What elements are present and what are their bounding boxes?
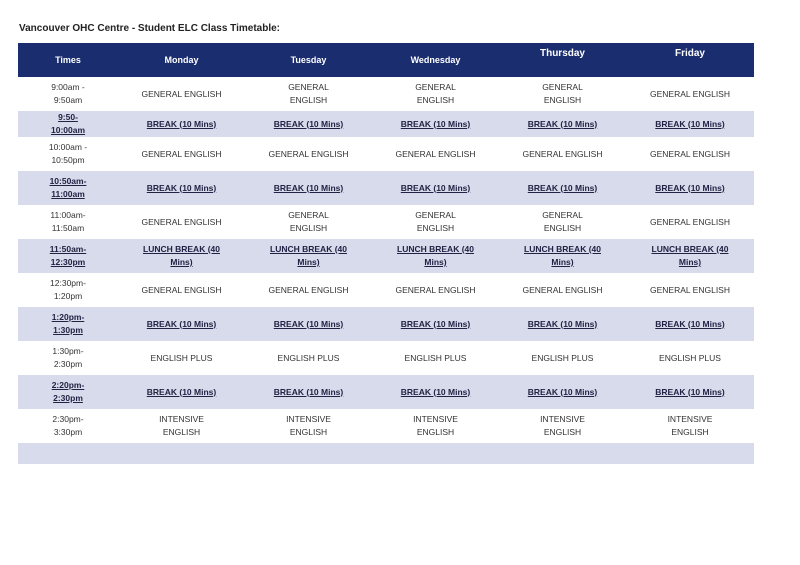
break-row — [18, 111, 754, 137]
session-cell — [626, 307, 754, 341]
break-label: BREAK (10 Mins) — [146, 182, 217, 193]
column-header-wednesday: Wednesday — [372, 43, 499, 77]
session-cell — [372, 205, 499, 239]
break-label: BREAK (10 Mins) — [400, 318, 471, 329]
session-label: GENERAL ENGLISH — [288, 210, 329, 233]
session-cell — [118, 77, 245, 111]
session-label: GENERAL ENGLISH — [650, 148, 730, 159]
session-label: GENERAL ENGLISH — [415, 210, 456, 233]
session-cell — [372, 375, 499, 409]
session-cell — [245, 171, 372, 205]
break-label: BREAK (10 Mins) — [273, 318, 344, 329]
time-label: 12:30pm- 1:20pm — [50, 278, 86, 301]
session-cell — [372, 341, 499, 375]
time-label: 10:00am - 10:50pm — [48, 142, 88, 165]
column-header-thursday: Thursday — [499, 43, 626, 77]
session-label: GENERAL ENGLISH — [415, 82, 456, 105]
time-cell — [18, 171, 118, 205]
break-label: BREAK (10 Mins) — [655, 118, 725, 129]
time-label: 1:30pm- 2:30pm — [52, 346, 84, 369]
class-row — [18, 273, 754, 307]
time-label: 1:20pm- 1:30pm — [51, 312, 85, 335]
session-cell — [626, 273, 754, 307]
break-row — [18, 375, 754, 409]
session-cell — [118, 375, 245, 409]
session-label: INTENSIVE ENGLISH — [540, 414, 585, 437]
break-label: BREAK (10 Mins) — [527, 386, 598, 397]
time-cell — [18, 77, 118, 111]
session-cell — [499, 137, 626, 171]
session-cell — [499, 239, 626, 273]
time-cell — [18, 273, 118, 307]
session-cell — [245, 341, 372, 375]
session-cell — [372, 137, 499, 171]
session-label: GENERAL ENGLISH — [650, 216, 730, 227]
timetable-body — [18, 77, 754, 464]
break-label: BREAK (10 Mins) — [655, 386, 725, 397]
break-label: BREAK (10 Mins) — [273, 182, 344, 193]
session-cell — [626, 375, 754, 409]
break-label: BREAK (10 Mins) — [273, 118, 344, 129]
session-label: ENGLISH PLUS — [404, 352, 467, 363]
time-label: 2:30pm- 3:30pm — [52, 414, 84, 437]
session-cell — [626, 77, 754, 111]
session-label: GENERAL ENGLISH — [141, 88, 222, 99]
empty-cell — [626, 443, 754, 464]
session-cell — [118, 239, 245, 273]
session-label: GENERAL ENGLISH — [141, 216, 222, 227]
session-cell — [118, 409, 245, 443]
session-label: INTENSIVE ENGLISH — [667, 414, 713, 437]
time-cell — [18, 205, 118, 239]
empty-cell — [18, 443, 118, 464]
session-cell — [499, 341, 626, 375]
break-row — [18, 239, 754, 273]
session-cell — [626, 409, 754, 443]
class-row — [18, 409, 754, 443]
session-cell — [372, 307, 499, 341]
session-cell — [118, 307, 245, 341]
time-label: 2:20pm- 2:30pm — [51, 380, 85, 403]
break-label: BREAK (10 Mins) — [400, 118, 471, 129]
session-cell — [245, 239, 372, 273]
session-label: GENERAL ENGLISH — [141, 148, 222, 159]
session-cell — [372, 409, 499, 443]
page-title: Vancouver OHC Centre - Student ELC Class Timetable: — [19, 23, 280, 34]
break-label: BREAK (10 Mins) — [655, 318, 725, 329]
session-cell — [499, 273, 626, 307]
column-header-tuesday: Tuesday — [245, 43, 372, 77]
time-label: 11:00am- 11:50am — [50, 210, 86, 233]
session-cell — [626, 239, 754, 273]
time-cell — [18, 111, 118, 137]
class-row — [18, 77, 754, 111]
time-label: 11:50am- 12:30pm — [49, 244, 87, 267]
session-cell — [245, 77, 372, 111]
session-cell — [499, 205, 626, 239]
time-cell — [18, 375, 118, 409]
break-label: LUNCH BREAK (40 Mins) — [651, 244, 729, 267]
session-cell — [626, 341, 754, 375]
session-label: GENERAL ENGLISH — [522, 284, 603, 295]
session-cell — [118, 273, 245, 307]
break-label: LUNCH BREAK (40 Mins) — [397, 244, 474, 267]
session-label: ENGLISH PLUS — [277, 352, 340, 363]
empty-row — [18, 443, 754, 464]
column-header-friday: Friday — [626, 43, 754, 77]
session-label: INTENSIVE ENGLISH — [413, 414, 458, 437]
session-cell — [626, 205, 754, 239]
empty-cell — [245, 443, 372, 464]
time-cell — [18, 409, 118, 443]
session-label: GENERAL ENGLISH — [268, 148, 349, 159]
session-cell — [626, 111, 754, 137]
empty-cell — [118, 443, 245, 464]
session-label: ENGLISH PLUS — [659, 352, 721, 363]
break-label: LUNCH BREAK (40 Mins) — [524, 244, 601, 267]
session-cell — [499, 375, 626, 409]
column-header-times: Times — [18, 43, 118, 77]
session-cell — [118, 111, 245, 137]
break-row — [18, 171, 754, 205]
class-row — [18, 205, 754, 239]
session-cell — [499, 111, 626, 137]
session-label: GENERAL ENGLISH — [288, 82, 329, 105]
break-label: BREAK (10 Mins) — [400, 386, 471, 397]
session-cell — [372, 77, 499, 111]
session-label: INTENSIVE ENGLISH — [286, 414, 331, 437]
session-cell — [245, 111, 372, 137]
session-cell — [245, 307, 372, 341]
session-label: GENERAL ENGLISH — [141, 284, 222, 295]
break-label: BREAK (10 Mins) — [146, 118, 217, 129]
session-label: ENGLISH PLUS — [150, 352, 213, 363]
class-row — [18, 137, 754, 171]
empty-cell — [372, 443, 499, 464]
session-cell — [245, 205, 372, 239]
break-label: BREAK (10 Mins) — [655, 182, 725, 193]
session-cell — [118, 341, 245, 375]
session-cell — [372, 111, 499, 137]
session-label: INTENSIVE ENGLISH — [159, 414, 204, 437]
session-cell — [245, 409, 372, 443]
session-cell — [499, 77, 626, 111]
session-cell — [245, 137, 372, 171]
session-cell — [245, 375, 372, 409]
session-cell — [245, 273, 372, 307]
session-cell — [118, 205, 245, 239]
session-cell — [118, 137, 245, 171]
session-label: GENERAL ENGLISH — [395, 284, 476, 295]
class-row — [18, 341, 754, 375]
break-label: BREAK (10 Mins) — [527, 318, 598, 329]
time-label: 9:50-10:00am — [50, 112, 86, 135]
time-cell — [18, 239, 118, 273]
time-label: 9:00am - 9:50am — [51, 82, 85, 105]
session-cell — [499, 307, 626, 341]
session-cell — [499, 171, 626, 205]
session-label: GENERAL ENGLISH — [395, 148, 476, 159]
column-header-monday: Monday — [118, 43, 245, 77]
header-row — [18, 43, 754, 77]
break-label: BREAK (10 Mins) — [527, 182, 598, 193]
break-label: BREAK (10 Mins) — [400, 182, 471, 193]
break-label: LUNCH BREAK (40 Mins) — [143, 244, 220, 267]
session-label: GENERAL ENGLISH — [650, 88, 730, 99]
session-label: GENERAL ENGLISH — [522, 148, 603, 159]
break-label: BREAK (10 Mins) — [527, 118, 598, 129]
session-label: GENERAL ENGLISH — [268, 284, 349, 295]
session-cell — [372, 171, 499, 205]
break-label: LUNCH BREAK (40 Mins) — [270, 244, 347, 267]
session-label: ENGLISH PLUS — [531, 352, 594, 363]
break-label: BREAK (10 Mins) — [146, 386, 217, 397]
time-cell — [18, 307, 118, 341]
timetable — [18, 43, 754, 464]
time-cell — [18, 341, 118, 375]
session-label: GENERAL ENGLISH — [542, 82, 583, 105]
session-label: GENERAL ENGLISH — [650, 284, 730, 295]
empty-cell — [499, 443, 626, 464]
session-label: GENERAL ENGLISH — [542, 210, 583, 233]
session-cell — [118, 171, 245, 205]
break-label: BREAK (10 Mins) — [273, 386, 344, 397]
time-cell — [18, 137, 118, 171]
session-cell — [626, 171, 754, 205]
session-cell — [372, 273, 499, 307]
break-label: BREAK (10 Mins) — [146, 318, 217, 329]
time-label: 10:50am- 11:00am — [49, 176, 87, 199]
session-cell — [626, 137, 754, 171]
session-cell — [499, 409, 626, 443]
break-row — [18, 307, 754, 341]
session-cell — [372, 239, 499, 273]
